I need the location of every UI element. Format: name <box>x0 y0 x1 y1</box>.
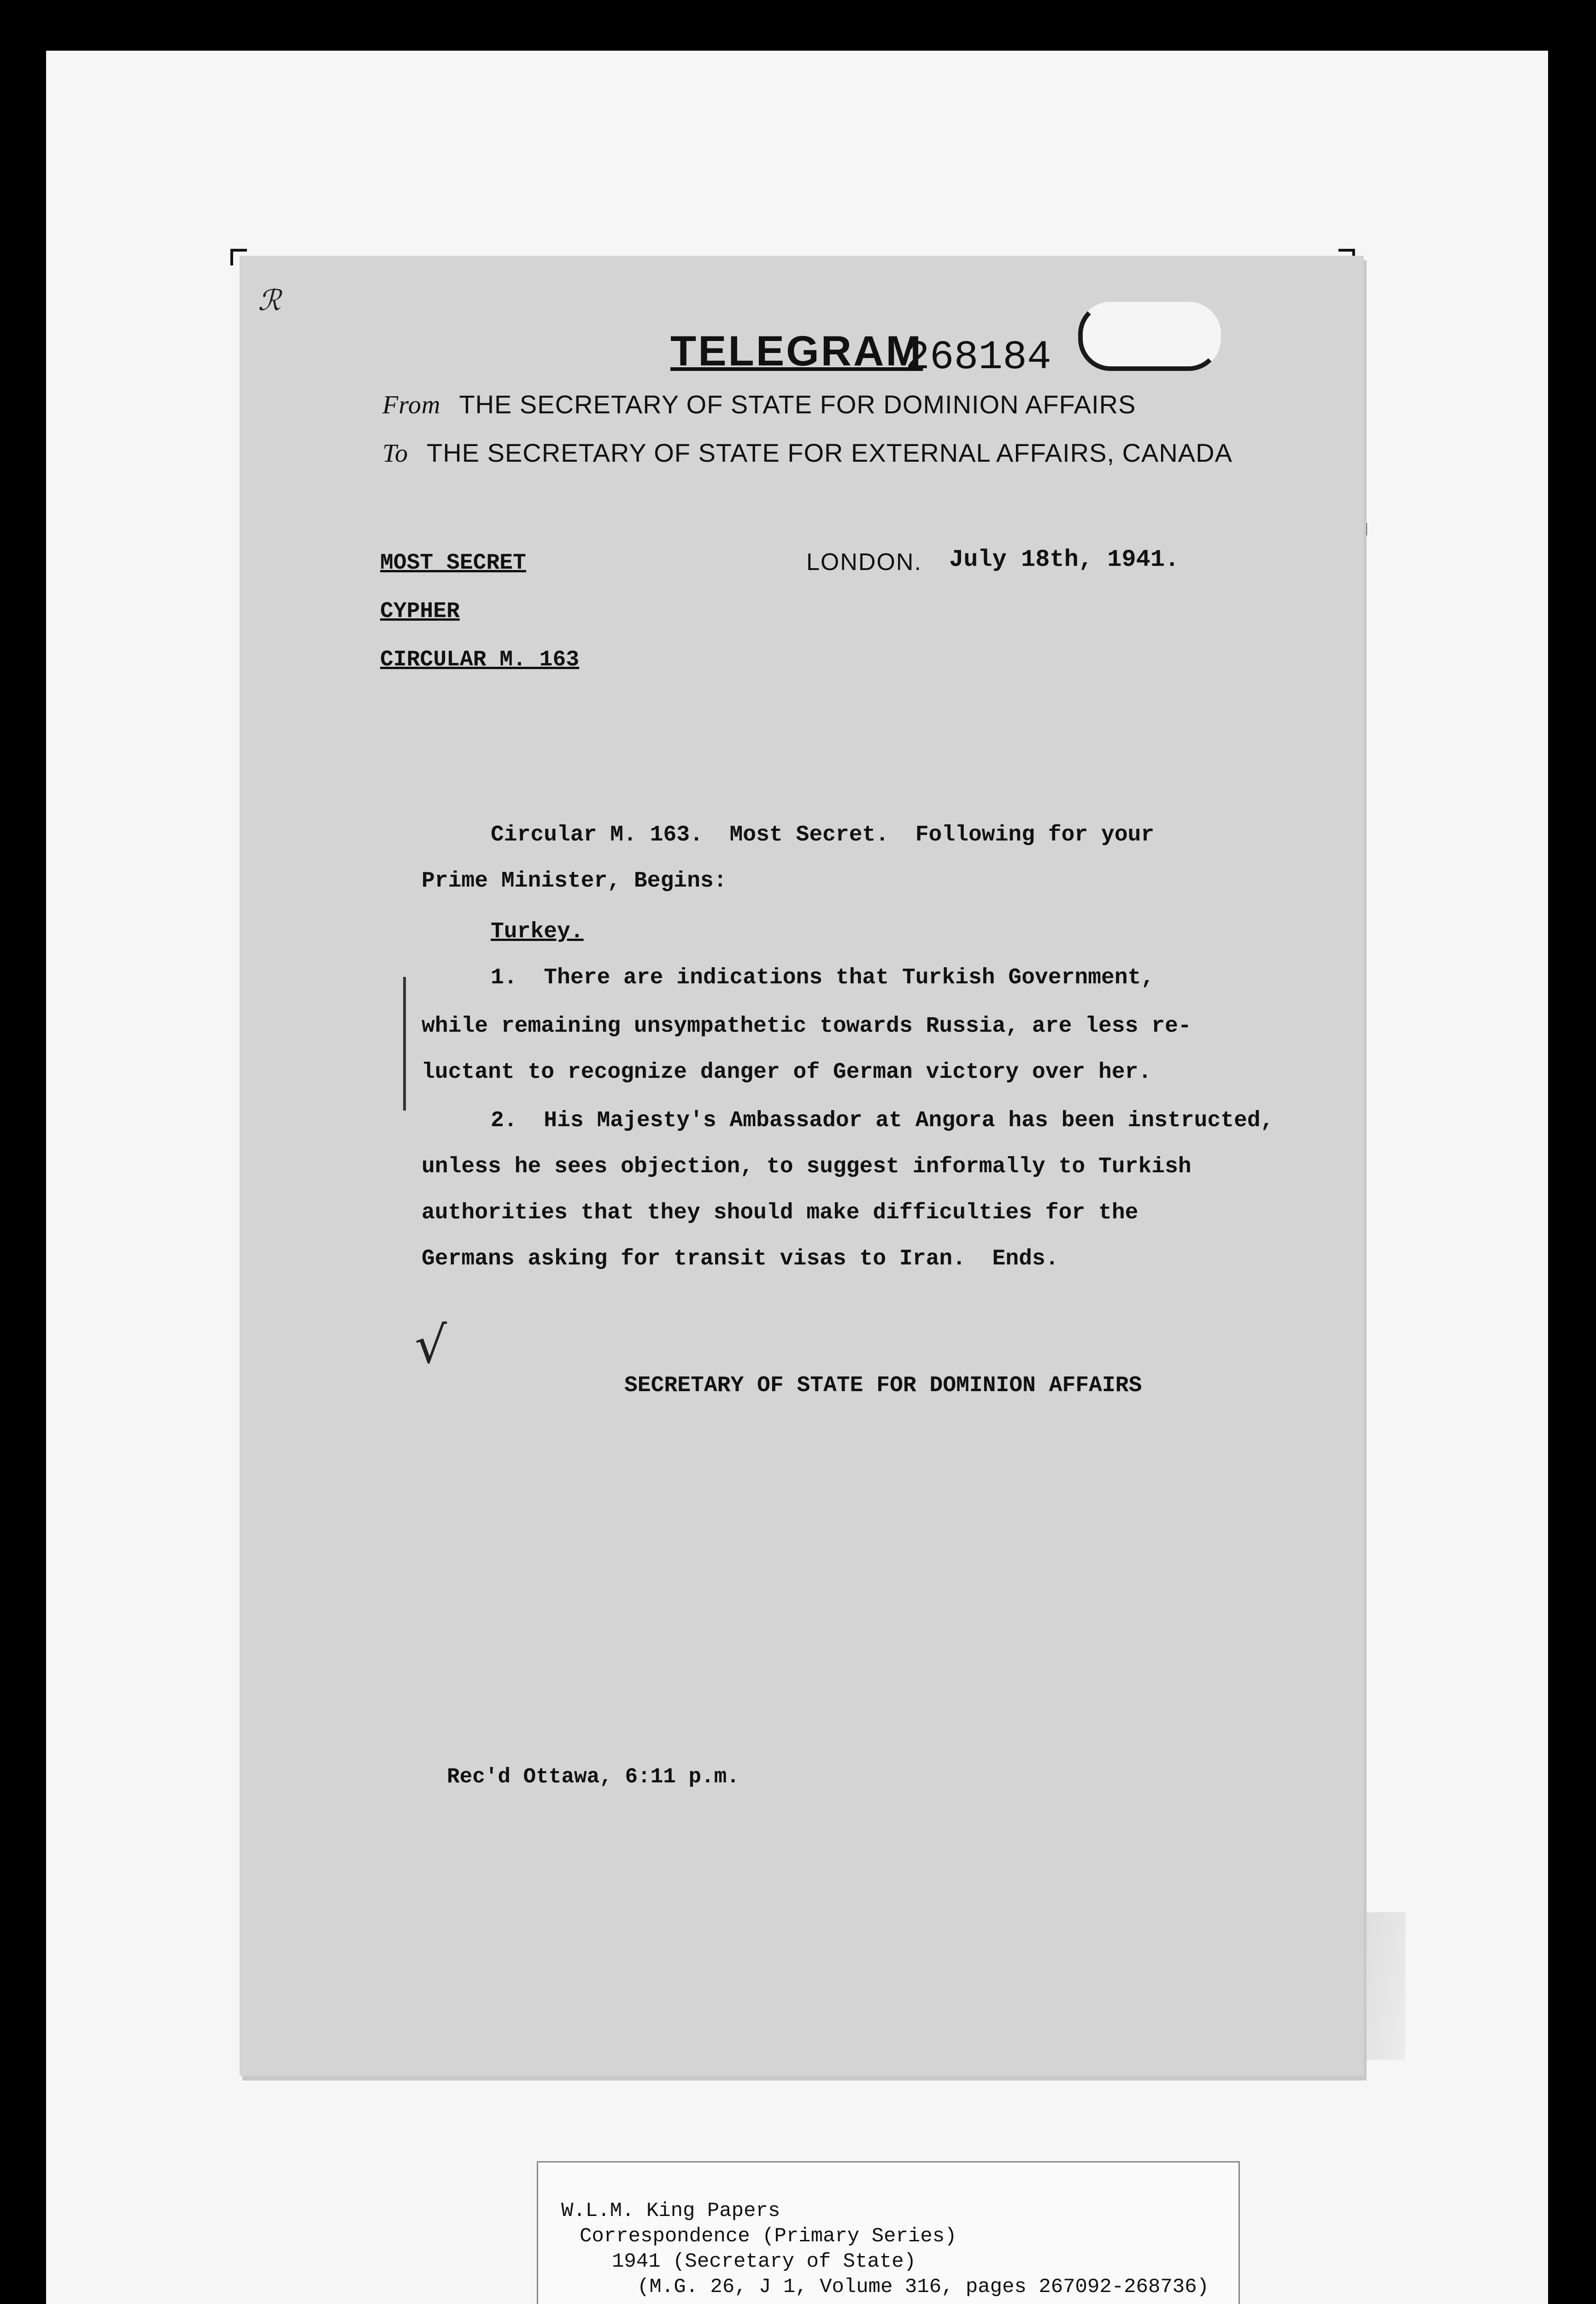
date: July 18th, 1941. <box>949 546 1179 573</box>
body-line: 1. There are indications that Turkish Government, <box>491 965 1155 990</box>
received-note: Rec'd Ottawa, 6:11 p.m. <box>447 1765 739 1789</box>
ref-line: Correspondence (Primary Series) <box>580 2225 957 2248</box>
reference-card <box>537 2161 1240 2304</box>
ink-stamp <box>1078 302 1221 371</box>
ref-line: (M.G. 26, J 1, Volume 316, pages 267092-268736) <box>637 2275 1209 2298</box>
classification: MOST SECRET <box>380 551 526 576</box>
check-mark-icon: √ <box>415 1316 447 1375</box>
telegram-sheet <box>240 256 1364 2076</box>
telegram-title: TELEGRAM <box>670 328 923 375</box>
handwritten-note: ℛ <box>258 283 281 317</box>
body-line: luctant to recognize danger of German victory over her. <box>422 1060 1152 1085</box>
to-line <box>382 438 1232 468</box>
place: LONDON. <box>806 549 922 576</box>
to-text: THE SECRETARY OF STATE FOR EXTERNAL AFFAIRS, CANADA <box>427 438 1232 467</box>
signature: SECRETARY OF STATE FOR DOMINION AFFAIRS <box>624 1373 1142 1398</box>
from-label: From <box>382 391 441 419</box>
body-heading: Turkey. <box>491 919 584 944</box>
body-line: unless he sees objection, to suggest informally to Turkish <box>422 1154 1191 1179</box>
transmission-method: CYPHER <box>380 599 460 624</box>
telegram-number: 268184 <box>905 335 1051 381</box>
circular-number: CIRCULAR M. 163 <box>380 647 580 672</box>
margin-pencil-line <box>403 977 406 1111</box>
body-line: Germans asking for transit visas to Iran. Ends. <box>422 1246 1059 1271</box>
body-line: Circular M. 163. Most Secret. Following for your <box>491 823 1155 847</box>
body-line: while remaining unsympathetic towards Russia, are less re- <box>422 1014 1191 1039</box>
ref-line: 1941 (Secretary of State) <box>612 2250 916 2273</box>
from-text: THE SECRETARY OF STATE FOR DOMINION AFFAIRS <box>459 390 1136 419</box>
body-line: Prime Minister, Begins: <box>422 869 727 893</box>
ref-line: W.L.M. King Papers <box>561 2199 780 2222</box>
from-line <box>382 389 1136 420</box>
body-line: authorities that they should make difficulties for the <box>422 1200 1138 1225</box>
body-line: 2. His Majesty's Ambassador at Angora has been instructed, <box>491 1108 1274 1133</box>
to-label: To <box>382 439 409 468</box>
